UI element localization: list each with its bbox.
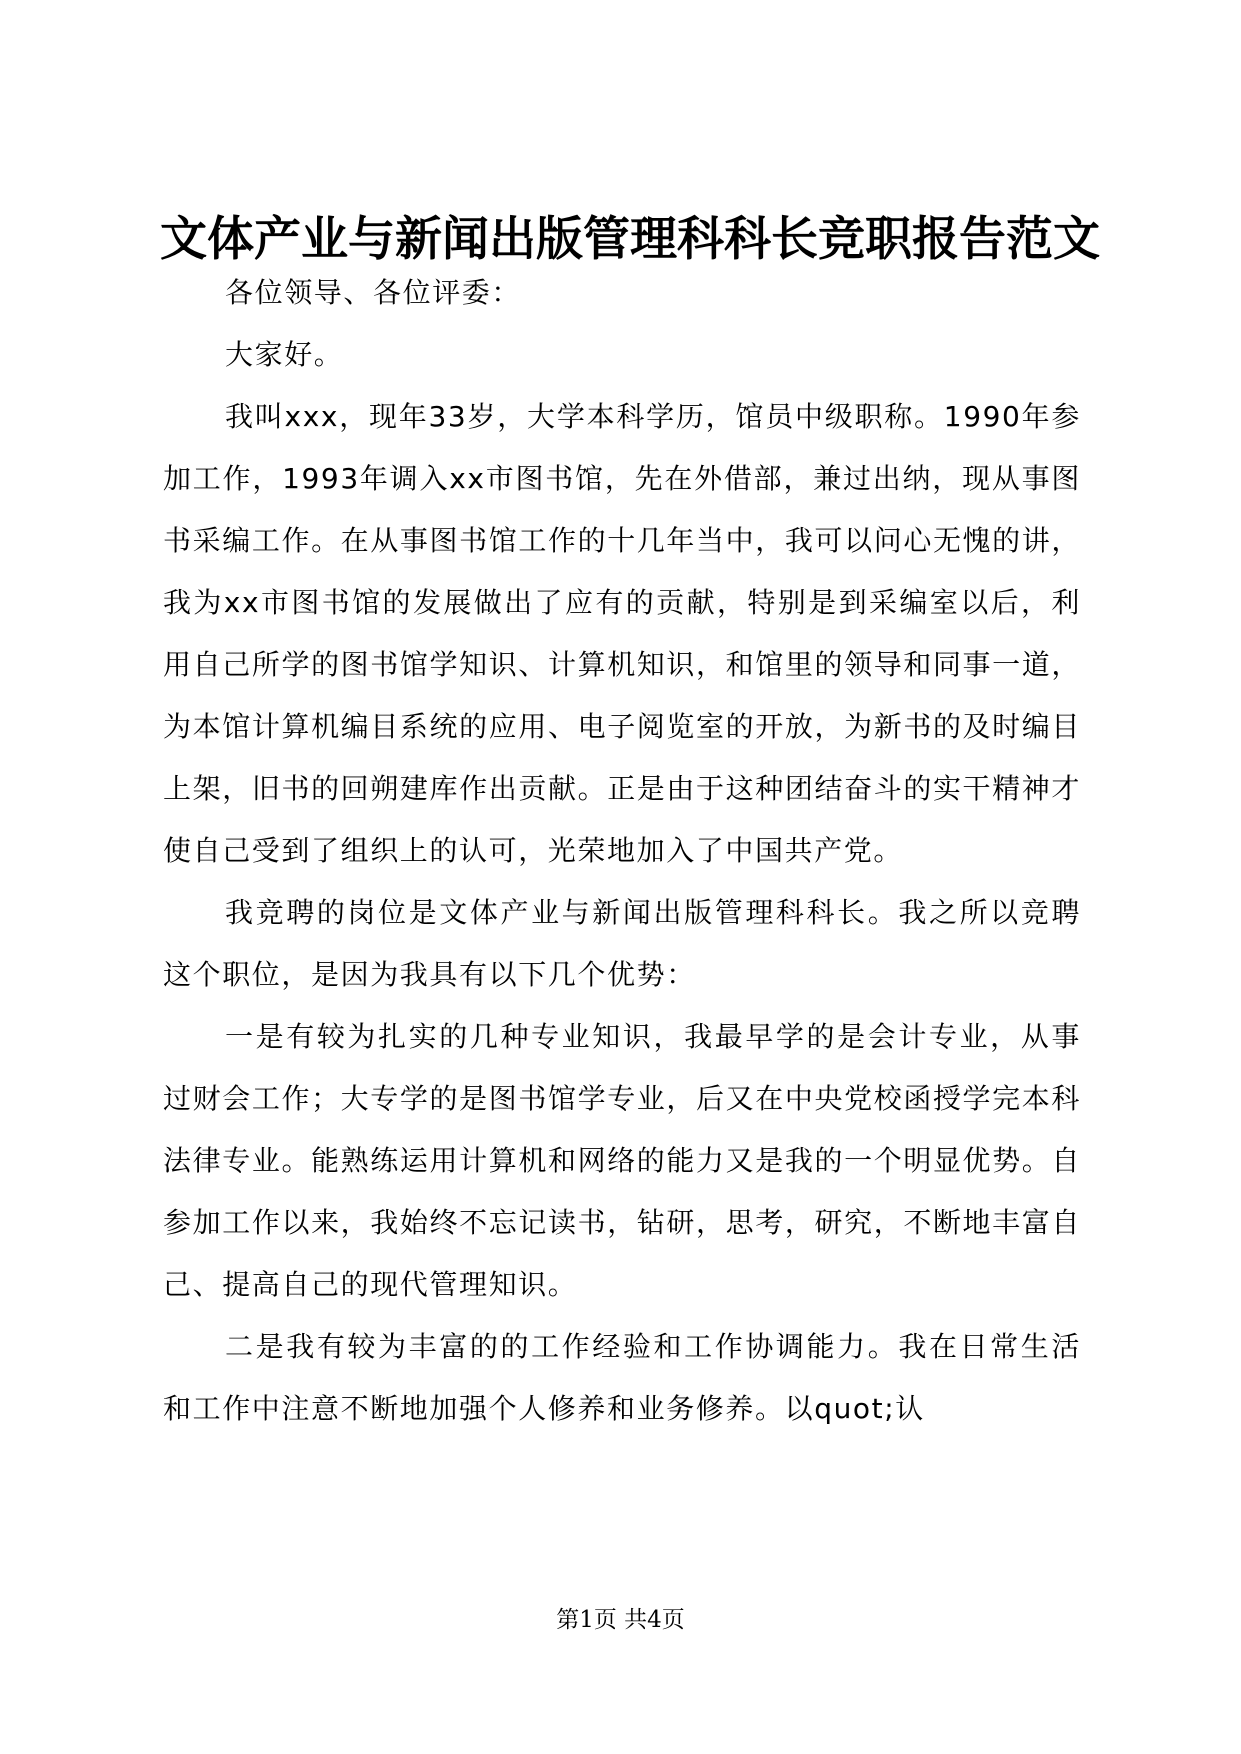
self-introduction-paragraph: 我叫xxx，现年33岁，大学本科学历，馆员中级职称。1990年参加工作，1993年调入xx市图书馆，先在外借部，兼过出纳，现从事图书采编工作。在从事图书馆工作的十几年当中，我可以问心无愧的讲，我为xx市图书馆的发展做出了应有的贡献，特别是到采编室以后，利用自己所学的图书馆学知识、计算机知识，和馆里的领导和同事一道，为本馆计算机编目系统的应用、电子阅览室的开放，为新书的及时编目上架，旧书的回朔建库作出贡献。正是由于这种团结奋斗的实干精神才使自己受到了组织上的认可，光荣地加入了中国共产党。	[163, 400, 1081, 867]
document-title: 文体产业与新闻出版管理科科长竞职报告范文	[160, 212, 1100, 267]
greeting-paragraph: 大家好。	[225, 338, 344, 371]
advantage-one-paragraph: 一是有较为扎实的几种专业知识，我最早学的是会计专业，从事过财会工作；大专学的是图书馆学专业，后又在中央党校函授学完本科法律专业。能熟练运用计算机和网络的能力又是我的一个明显优势。自参加工作以来，我始终不忘记读书，钻研，思考，研究，不断地丰富自己、提高自己的现代管理知识。	[163, 1020, 1081, 1301]
salutation-paragraph: 各位领导、各位评委：	[225, 276, 522, 309]
page-number-footer: 第1页 共4页	[556, 1607, 685, 1633]
position-paragraph: 我竞聘的岗位是文体产业与新闻出版管理科科长。我之所以竞聘这个职位，是因为我具有以下几个优势：	[163, 896, 1081, 991]
document-body	[163, 262, 1081, 1440]
advantage-two-paragraph: 二是我有较为丰富的的工作经验和工作协调能力。我在日常生活和工作中注意不断地加强个人修养和业务修养。以quot;认	[163, 1330, 1081, 1425]
